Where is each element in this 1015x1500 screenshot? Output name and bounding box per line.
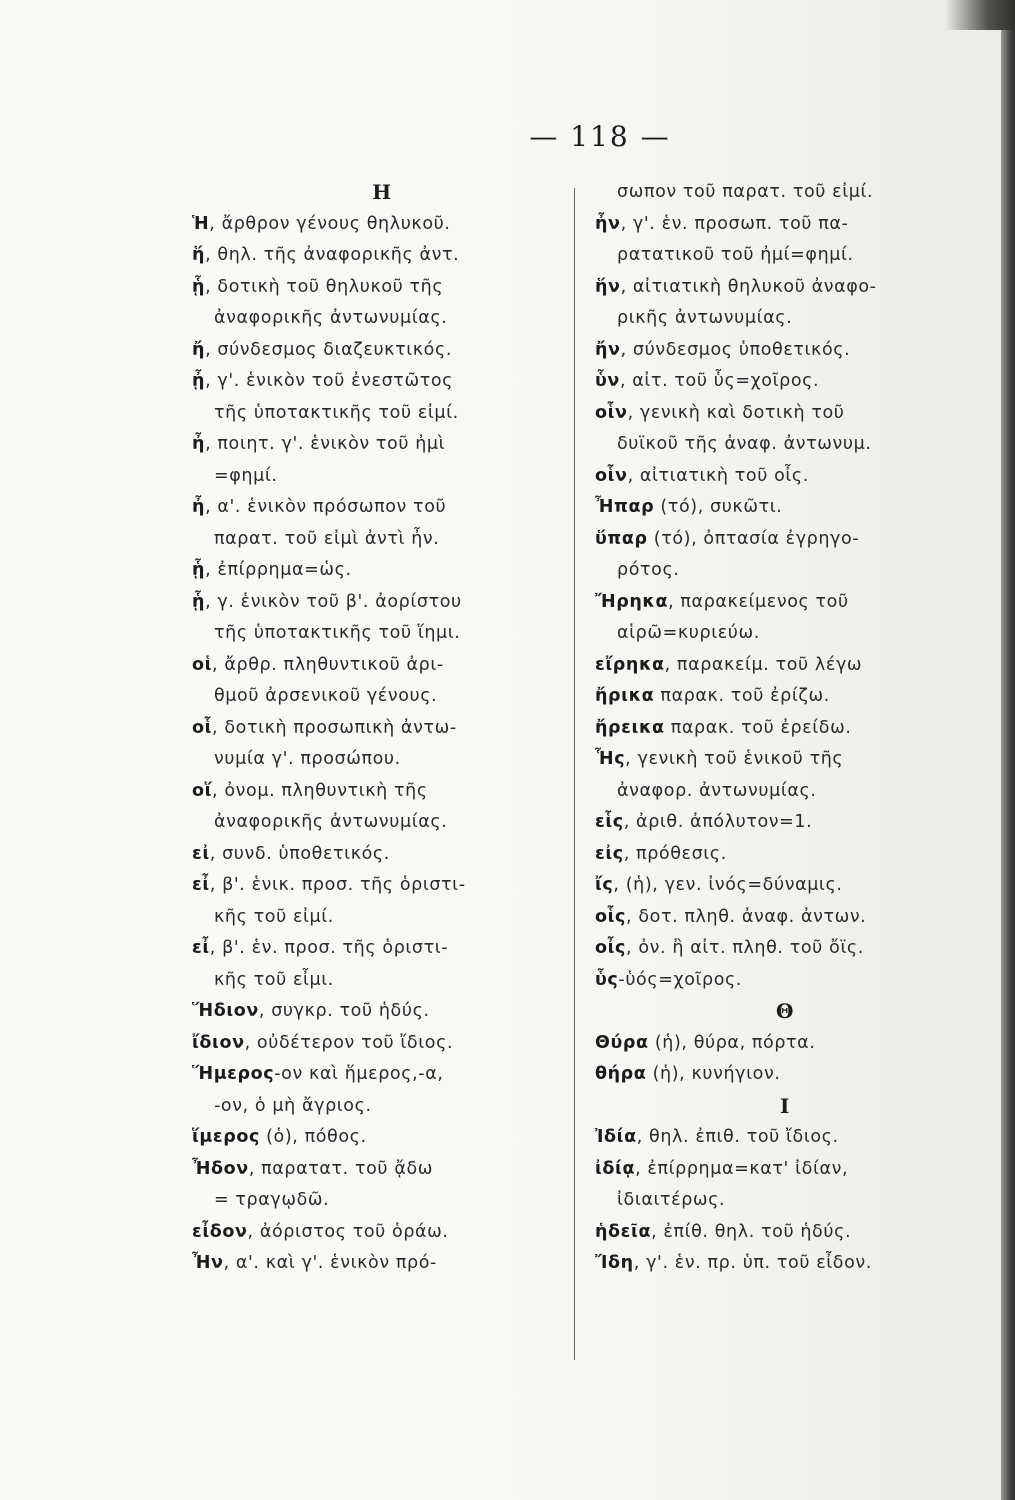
entry-gloss: τῆς ὑποτακτικῆς τοῦ εἰμί. [214, 402, 459, 423]
dictionary-entry [192, 429, 572, 461]
dictionary-entry [192, 1122, 572, 1154]
dictionary-entry [192, 240, 572, 272]
entry-gloss: παρακ. τοῦ ἐρείδω. [664, 717, 852, 738]
entry-gloss: , ποιητ. γ'. ἑνικὸν τοῦ ἠμὶ [205, 434, 446, 454]
entry-continuation [192, 1185, 572, 1217]
entry-continuation [192, 807, 572, 839]
entry-continuation [595, 240, 975, 272]
dictionary-entry [595, 1028, 975, 1060]
dictionary-entry [192, 366, 572, 398]
dictionary-entry [192, 555, 572, 587]
entry-headword: ἴδιον [192, 1032, 245, 1053]
dictionary-entry [595, 587, 975, 619]
entry-gloss: θμοῦ ἀρσενικοῦ γένους. [214, 686, 438, 706]
dictionary-entry [595, 870, 975, 902]
entry-gloss: , ἀριθ. ἀπόλυτον=1. [623, 812, 813, 832]
entry-gloss: παρακ. τοῦ ἐρίζω. [654, 686, 830, 706]
dictionary-entry [192, 1154, 572, 1186]
entry-gloss: , σύνδεσμος διαζευκτικός. [205, 339, 453, 360]
dictionary-entry [595, 650, 975, 682]
dictionary-entry [595, 209, 975, 241]
entry-gloss: = τραγῳδῶ. [214, 1190, 330, 1210]
entry-gloss: , συγκρ. τοῦ ἡδύς. [258, 1001, 430, 1021]
entry-headword: ὗν [595, 371, 620, 391]
entry-gloss: , οὐδέτερον τοῦ ἴδιος. [244, 1032, 454, 1053]
entry-continuation [192, 461, 572, 493]
entry-gloss: , ἄρθρ. πληθυντικοῦ ἀρι- [212, 654, 444, 675]
entry-headword: ἦν [595, 213, 621, 234]
entry-gloss: ἀναφορικῆς ἀντωνυμίας. [214, 812, 448, 832]
entry-continuation [595, 303, 975, 335]
entry-headword: ᾗ [192, 276, 206, 297]
entry-gloss: ἀναφορικῆς ἀντωνυμίας. [214, 308, 448, 328]
entry-headword: ἵμερος [192, 1127, 260, 1147]
dictionary-entry [192, 839, 572, 871]
entry-gloss: , γ. ἑνικὸν τοῦ β'. ἀορίστου [205, 591, 462, 612]
entry-headword: εἷς [595, 812, 624, 832]
entry-gloss: , (ἡ), γεν. ἰνός=δύναμις. [613, 875, 843, 895]
entry-headword: ἡδεῖα [595, 1221, 652, 1242]
entry-gloss: , αἰτιατικὴ τοῦ οἶς. [627, 465, 809, 486]
entry-gloss: , δοτ. πληθ. ἀναφ. ἀντων. [626, 906, 867, 927]
entry-continuation [192, 398, 572, 430]
entry-continuation [595, 776, 975, 808]
dictionary-entry [595, 366, 975, 398]
entry-gloss: , α'. ἑνικὸν πρόσωπον τοῦ [205, 497, 447, 517]
entry-headword: εἰς [595, 843, 624, 864]
entry-gloss: , γ'. ἑνικὸν τοῦ ἐνεστῶτος [205, 371, 454, 391]
entry-gloss: , παρατατ. τοῦ ᾄδω [248, 1158, 434, 1179]
dictionary-entry [595, 1154, 975, 1186]
dictionary-entry [595, 335, 975, 367]
dictionary-entry [595, 1059, 975, 1091]
dictionary-entry [595, 492, 975, 524]
entry-continuation [595, 429, 975, 461]
entry-gloss: , δοτικὴ προσωπικὴ ἀντω- [212, 717, 457, 738]
entry-headword: Θύρα [595, 1032, 649, 1053]
entry-gloss: παρατ. τοῦ εἰμὶ ἀντὶ ἦν. [214, 528, 440, 549]
entry-gloss: , γενικὴ τοῦ ἑνικοῦ τῆς [625, 749, 844, 769]
entry-gloss: -ον, ὁ μὴ ἄγριος. [214, 1095, 372, 1116]
dictionary-entry [192, 1248, 572, 1280]
section-heading: Η [372, 180, 392, 204]
entry-gloss: , παρακείμενος τοῦ [668, 591, 849, 612]
entry-gloss: , α'. καὶ γ'. ἑνικὸν πρό- [223, 1253, 437, 1273]
entry-headword: Ἡ [192, 213, 210, 234]
entry-gloss: , ὀνομ. πληθυντικὴ τῆς [212, 780, 428, 801]
book-corner-shadow [945, 0, 1015, 30]
entry-headword: εἰ [192, 843, 210, 864]
entry-headword: ὕπαρ [595, 528, 648, 549]
entry-gloss: , γενικὴ καὶ δοτικὴ τοῦ [627, 402, 845, 423]
entry-headword: ᾗ [192, 591, 206, 612]
entry-gloss: , γ'. ἑν. πρ. ὑπ. τοῦ εἶδον. [633, 1253, 872, 1273]
dictionary-entry [595, 461, 975, 493]
entry-headword: ἤ [192, 339, 206, 360]
entry-headword: Ἦν [192, 1253, 224, 1273]
entry-gloss: , αἰτιατικὴ θηλυκοῦ ἀναφο- [620, 276, 877, 297]
entry-headword: εἶδον [192, 1221, 248, 1242]
entry-headword: ἤν [595, 339, 621, 360]
column-divider [574, 188, 575, 1360]
dictionary-entry [192, 1217, 572, 1249]
dictionary-entry [595, 1217, 975, 1249]
dictionary-entry [595, 398, 975, 430]
entry-headword: οἷ [192, 717, 213, 738]
entry-continuation [192, 618, 572, 650]
entry-gloss: , β'. ἑνικ. προσ. τῆς ὁριστι- [209, 875, 466, 895]
dictionary-entry [595, 713, 975, 745]
dictionary-entry [192, 933, 572, 965]
entry-headword: εἶ [192, 875, 210, 895]
entry-gloss: , δοτικὴ τοῦ θηλυκοῦ τῆς [205, 276, 444, 297]
entry-continuation [192, 902, 572, 934]
dictionary-entry [192, 996, 572, 1028]
entry-gloss: ρικῆς ἀντωνυμίας. [617, 308, 793, 328]
entry-gloss: , αἰτ. τοῦ ὗς=χοῖρος. [619, 371, 820, 391]
entry-headword: ᾖ [192, 371, 206, 391]
entry-headword: οἶς [595, 938, 627, 958]
dictionary-entry [192, 776, 572, 808]
dictionary-entry [192, 492, 572, 524]
dictionary-entry [192, 1028, 572, 1060]
entry-gloss: , ὀν. ἢ αἰτ. πληθ. τοῦ ὄϊς. [626, 938, 864, 958]
entry-headword: οἵ [192, 780, 213, 801]
entry-gloss: (ἡ), θύρα, πόρτα. [648, 1032, 816, 1053]
dictionary-entry [595, 1122, 975, 1154]
dictionary-entry [595, 272, 975, 304]
dictionary-entry [192, 1059, 572, 1091]
entry-gloss: κῆς τοῦ εἶμι. [214, 969, 334, 990]
entry-headword: ἤρικα [595, 686, 655, 706]
entry-gloss: σωπον τοῦ παρατ. τοῦ εἰμί. [617, 182, 874, 202]
entry-headword: Ἥμερος [192, 1064, 275, 1084]
entry-gloss: , θηλ. τῆς ἀναφορικῆς ἀντ. [205, 245, 460, 265]
entry-gloss: αἱρῶ=κυριεύω. [617, 623, 760, 643]
entry-headword: ἦ [192, 497, 206, 517]
entry-gloss: ἀναφορ. ἀντωνυμίας. [617, 780, 817, 801]
entry-gloss: (τό), συκῶτι. [654, 497, 783, 517]
entry-headword: οἱ [192, 654, 213, 675]
entry-gloss: (τό), ὀπτασία ἐγρηγο- [647, 528, 860, 549]
entry-headword: εἶ [192, 938, 210, 958]
entry-gloss: , πρόθεσις. [623, 843, 727, 864]
entry-continuation [192, 965, 572, 997]
entry-headword: Ἰδία [595, 1127, 637, 1147]
left-column [192, 177, 572, 1280]
right-column [595, 177, 975, 1280]
entry-gloss: κῆς τοῦ εἰμί. [214, 906, 334, 927]
entry-gloss: , σύνδεσμος ὑποθετικός. [620, 339, 851, 360]
entry-headword: ἰδίᾳ [595, 1158, 636, 1179]
entry-continuation [595, 555, 975, 587]
entry-gloss: , ἐπίρρημα=κατ' ἰδίαν, [635, 1158, 849, 1179]
entry-headword: ἴς [595, 875, 614, 895]
entry-headword: ἤρεικα [595, 717, 665, 738]
entry-headword: Ἧς [595, 749, 626, 769]
entry-headword: οἷν [595, 402, 628, 423]
entry-continuation [595, 618, 975, 650]
page-number: — 118 — [529, 120, 671, 153]
dictionary-entry [192, 272, 572, 304]
entry-headword: θήρα [595, 1064, 647, 1084]
entry-headword: οἷν [595, 465, 628, 486]
entry-headword: οἷς [595, 906, 627, 927]
book-edge-shadow [1001, 0, 1015, 1500]
entry-gloss: -ὑός=χοῖρος. [618, 969, 743, 990]
entry-gloss: , παρακείμ. τοῦ λέγω [664, 654, 863, 675]
entry-gloss: , ἄρθρον γένους θηλυκοῦ. [209, 213, 451, 234]
entry-continuation [192, 744, 572, 776]
entry-headword: ἦ [192, 434, 206, 454]
entry-headword: ὗς [595, 969, 619, 990]
entry-gloss: =φημί. [214, 465, 278, 486]
dictionary-entry [192, 209, 572, 241]
dictionary-entry [595, 524, 975, 556]
entry-headword: Ἴδη [595, 1253, 634, 1273]
dictionary-entry [192, 650, 572, 682]
entry-headword: εἴρηκα [595, 654, 665, 675]
entry-gloss: , γ'. ἑν. προσωπ. τοῦ πα- [620, 213, 849, 234]
entry-continuation [595, 1185, 975, 1217]
dictionary-entry [595, 1248, 975, 1280]
entry-gloss: τῆς ὑποτακτικῆς τοῦ ἵημι. [214, 623, 461, 643]
entry-gloss: νυμία γ'. προσώπου. [214, 749, 401, 769]
entry-gloss: , ἀόριστος τοῦ ὁράω. [247, 1221, 449, 1242]
entry-gloss: , ἐπίρρημα=ὡς. [205, 560, 352, 580]
dictionary-entry [192, 587, 572, 619]
entry-gloss: ρατατικοῦ τοῦ ἠμί=φημί. [617, 245, 854, 265]
section-heading: Θ [775, 999, 795, 1023]
entry-gloss: , συνδ. ὑποθετικός. [209, 843, 390, 864]
entry-gloss: (ὁ), πόθος. [259, 1127, 367, 1147]
dictionary-entry [595, 681, 975, 713]
entry-gloss: -ον καὶ ἥμερος,-α, [274, 1064, 444, 1084]
dictionary-entry [192, 713, 572, 745]
dictionary-entry [595, 839, 975, 871]
entry-continuation [192, 524, 572, 556]
entry-headword: ἥ [192, 245, 206, 265]
section-heading: Ι [780, 1093, 790, 1118]
entry-headword: Ἦπαρ [595, 497, 655, 517]
dictionary-entry [595, 807, 975, 839]
dictionary-entry [595, 933, 975, 965]
entry-gloss: , θηλ. ἐπιθ. τοῦ ἴδιος. [636, 1127, 839, 1147]
dictionary-entry [192, 870, 572, 902]
dictionary-entry [595, 902, 975, 934]
dictionary-entry [192, 335, 572, 367]
entry-headword: ᾗ [192, 560, 206, 580]
entry-gloss: δυϊκοῦ τῆς ἀναφ. ἀντωνυμ. [617, 434, 872, 454]
entry-continuation [192, 681, 572, 713]
entry-headword: Ἥδιον [192, 1001, 259, 1021]
entry-gloss: ἰδιαιτέρως. [617, 1190, 726, 1210]
entry-headword: Ἦδον [192, 1158, 249, 1179]
entry-gloss: , ἐπίθ. θηλ. τοῦ ἡδύς. [651, 1221, 852, 1242]
entry-gloss: , β'. ἑν. προσ. τῆς ὁριστι- [209, 938, 449, 958]
entry-continuation [192, 1091, 572, 1123]
dictionary-entry [595, 744, 975, 776]
entry-headword: Ἤρηκα [595, 591, 669, 612]
dictionary-entry [595, 965, 975, 997]
entry-gloss: (ἡ), κυνήγιον. [646, 1064, 781, 1084]
entry-gloss: ρότος. [617, 560, 680, 580]
entry-headword: ἥν [595, 276, 621, 297]
entry-continuation [192, 303, 572, 335]
entry-continuation [595, 177, 975, 209]
